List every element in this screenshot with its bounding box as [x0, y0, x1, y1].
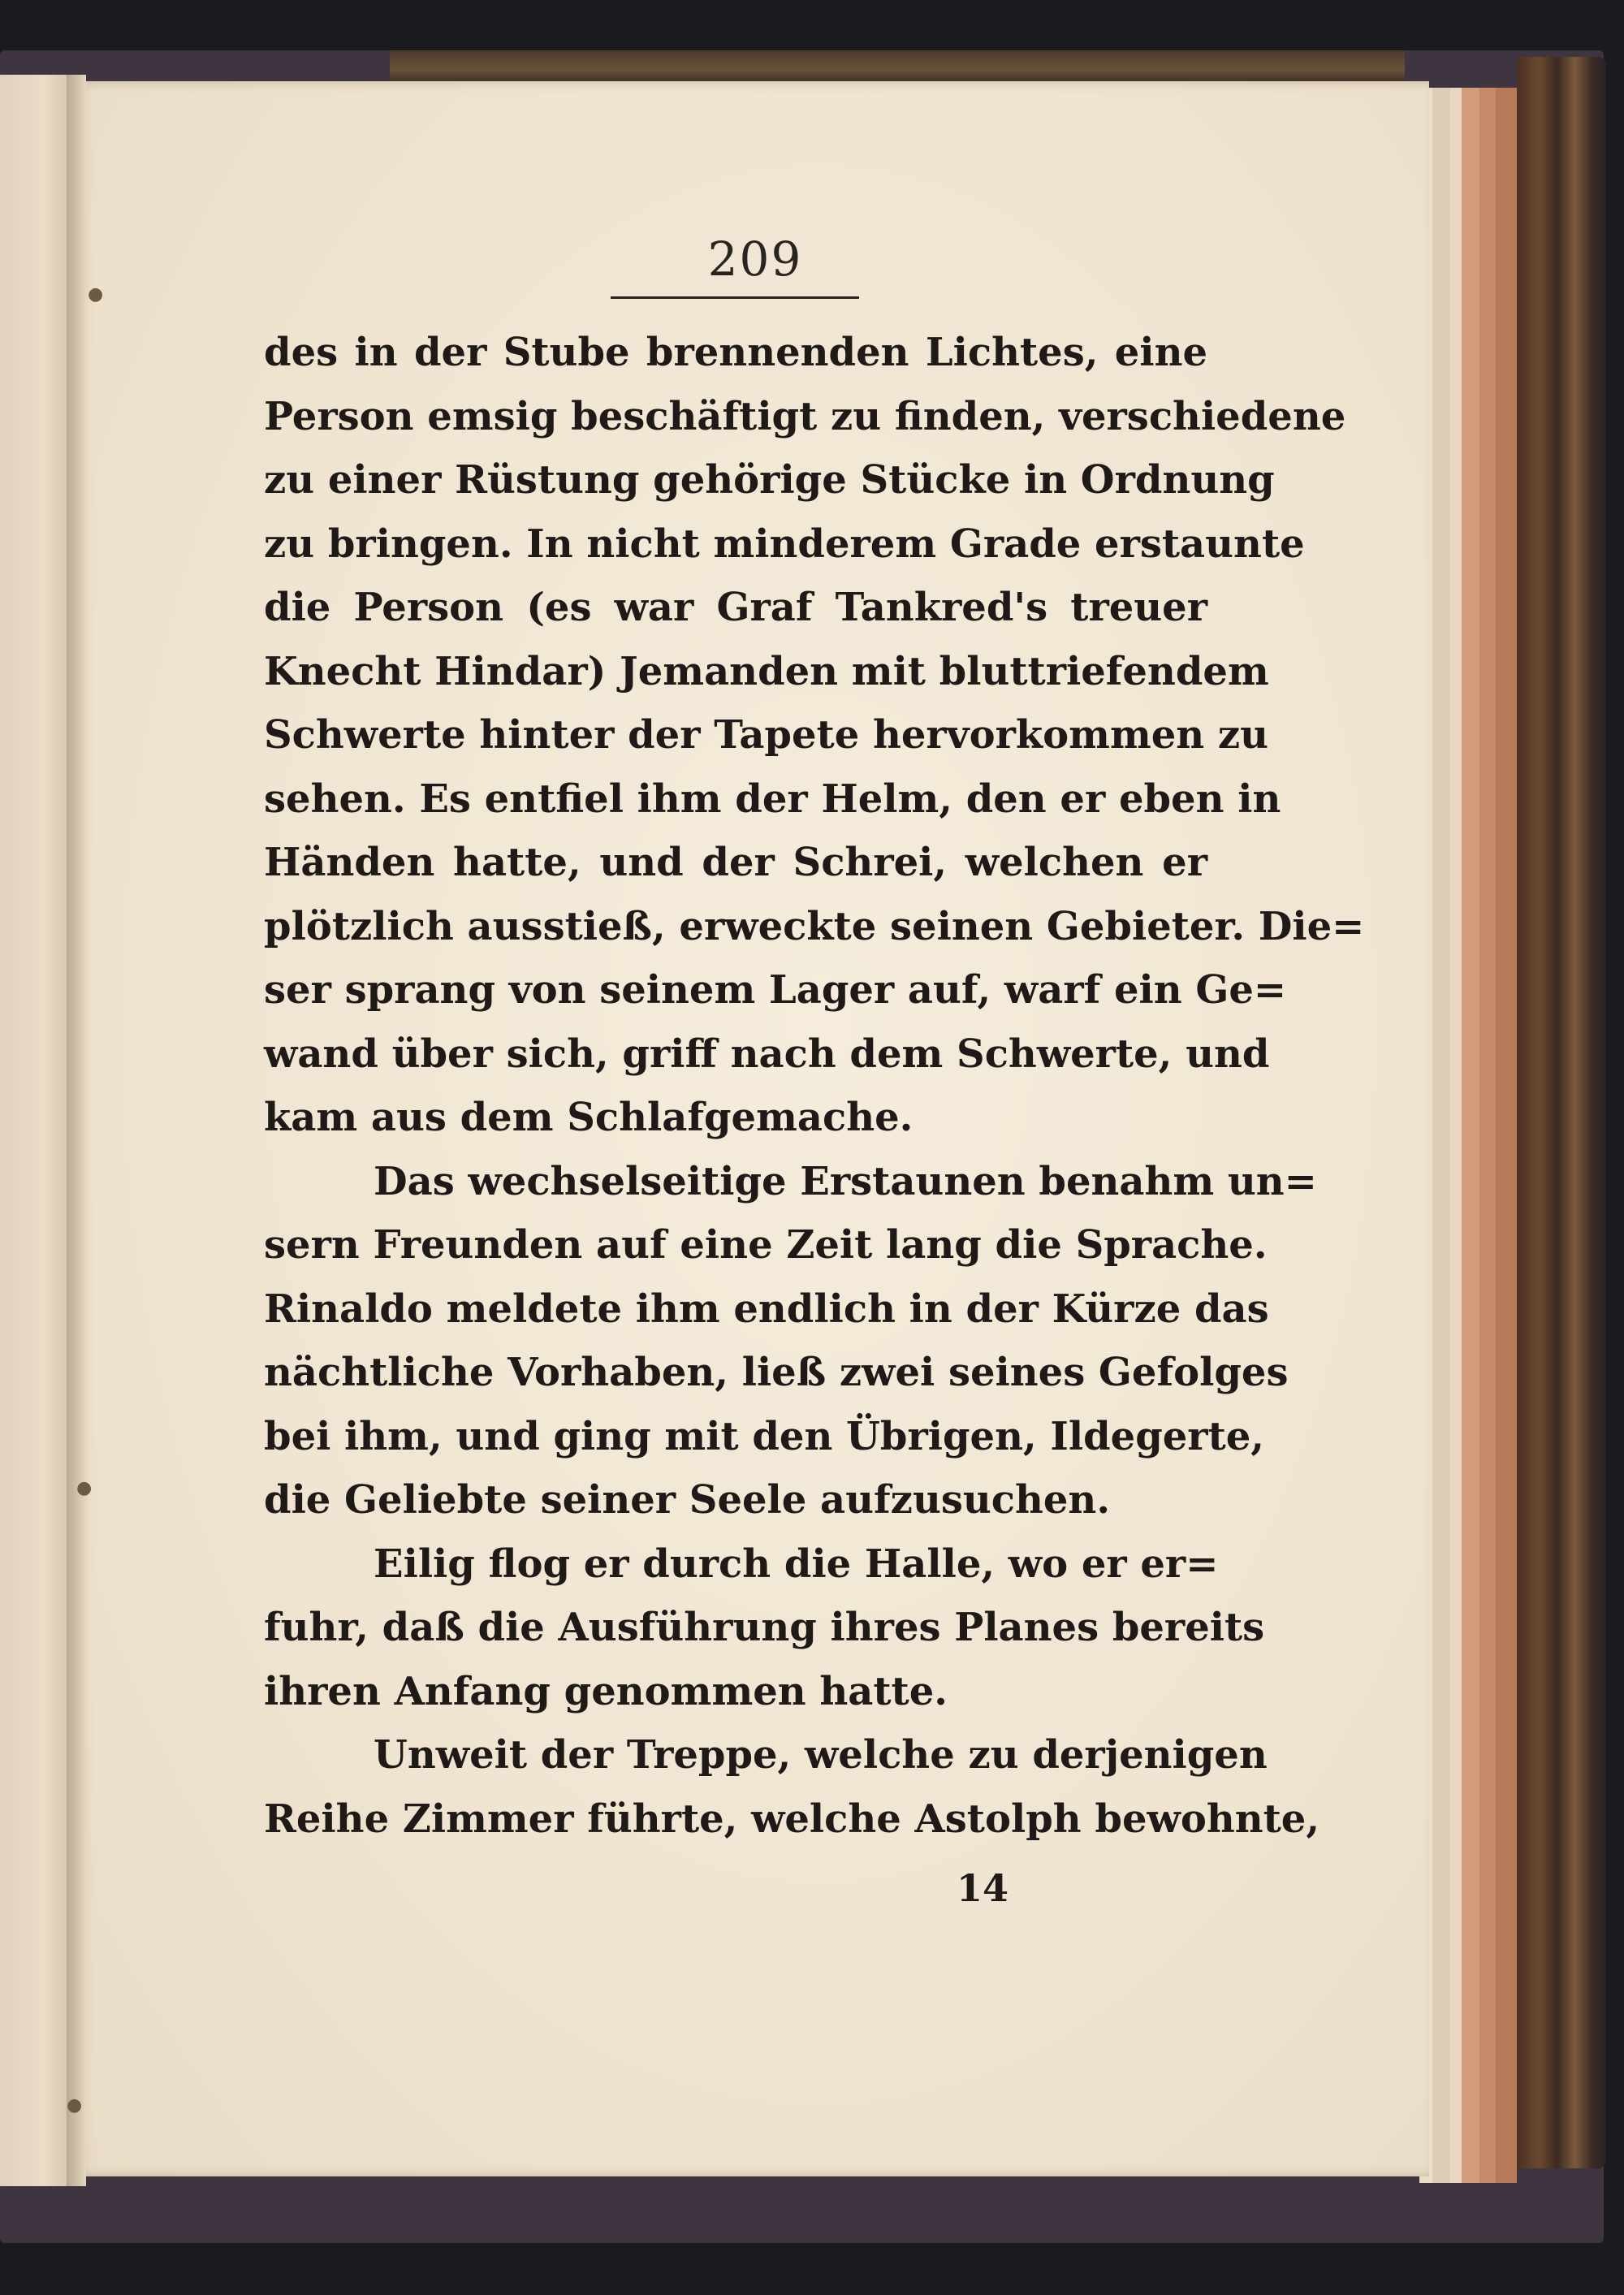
text-line: plötzlich ausstieß, erweckte seinen Gebieter. Die=	[264, 903, 1365, 949]
binding-hole-mark: ●	[67, 2095, 83, 2116]
text-line: die Person (es war Graf Tankred's treuer	[264, 585, 1207, 630]
book-head-edge	[390, 50, 1405, 83]
text-line: Das wechselseitige Erstaunen benahm un=	[374, 1158, 1317, 1204]
text-line: fuhr, daß die Ausführung ihres Planes bereits	[264, 1605, 1265, 1650]
text-line: kam aus dem Schlafgemache.	[264, 1095, 914, 1140]
page-gutter	[67, 75, 86, 2186]
text-line: Reihe Zimmer führte, welche Astolph bewohnte,	[264, 1796, 1320, 1842]
page-edge	[1496, 88, 1517, 2183]
signature-mark: 14	[956, 1866, 1009, 1910]
text-line: Person emsig beschäftigt zu finden, verschiedene	[264, 393, 1346, 439]
page-number: 209	[707, 231, 803, 287]
text-line: zu einer Rüstung gehörige Stücke in Ordnung	[264, 457, 1275, 503]
text-line: Eilig flog er durch die Halle, wo er er=	[374, 1541, 1219, 1587]
text-line: bei ihm, und ging mit den Übrigen, Ildegerte,	[264, 1413, 1265, 1459]
text-line: zu bringen. In nicht minderem Grade erstaunte	[264, 521, 1305, 567]
text-line: Rinaldo meldete ihm endlich in der Kürze das	[264, 1286, 1269, 1332]
header-rule	[611, 296, 859, 299]
book-cover-fore-edge	[1517, 57, 1606, 2168]
text-line: des in der Stube brennenden Lichtes, eine	[264, 330, 1207, 375]
text-line: sern Freunden auf eine Zeit lang die Sprache.	[264, 1222, 1268, 1268]
text-line: ihren Anfang genommen hatte.	[264, 1668, 948, 1714]
text-line: die Geliebte seiner Seele aufzusuchen.	[264, 1477, 1111, 1523]
text-line: sehen. Es entfiel ihm der Helm, den er eben in	[264, 776, 1281, 822]
text-line: wand über sich, griff nach dem Schwerte, und	[264, 1031, 1270, 1077]
binding-hole-mark: ●	[76, 1478, 93, 1498]
page-edge	[1462, 88, 1479, 2183]
text-line: Händen hatte, und der Schrei, welchen er	[264, 840, 1207, 885]
page-edge	[1479, 88, 1496, 2183]
text-line: Knecht Hindar) Jemanden mit bluttriefendem	[264, 648, 1269, 694]
text-line: Unweit der Treppe, welche zu derjenigen	[374, 1732, 1268, 1778]
previous-page-strip	[0, 75, 73, 2186]
text-line: Schwerte hinter der Tapete hervorkommen zu	[264, 712, 1269, 758]
text-line: nächtliche Vorhaben, ließ zwei seines Gefolges	[264, 1350, 1289, 1395]
body-text	[264, 321, 1365, 1851]
page-edge	[1450, 88, 1462, 2183]
text-line: ser sprang von seinem Lager auf, warf ein Ge=	[264, 967, 1287, 1013]
binding-hole-mark: ●	[88, 284, 104, 305]
page-edge	[1432, 88, 1450, 2183]
